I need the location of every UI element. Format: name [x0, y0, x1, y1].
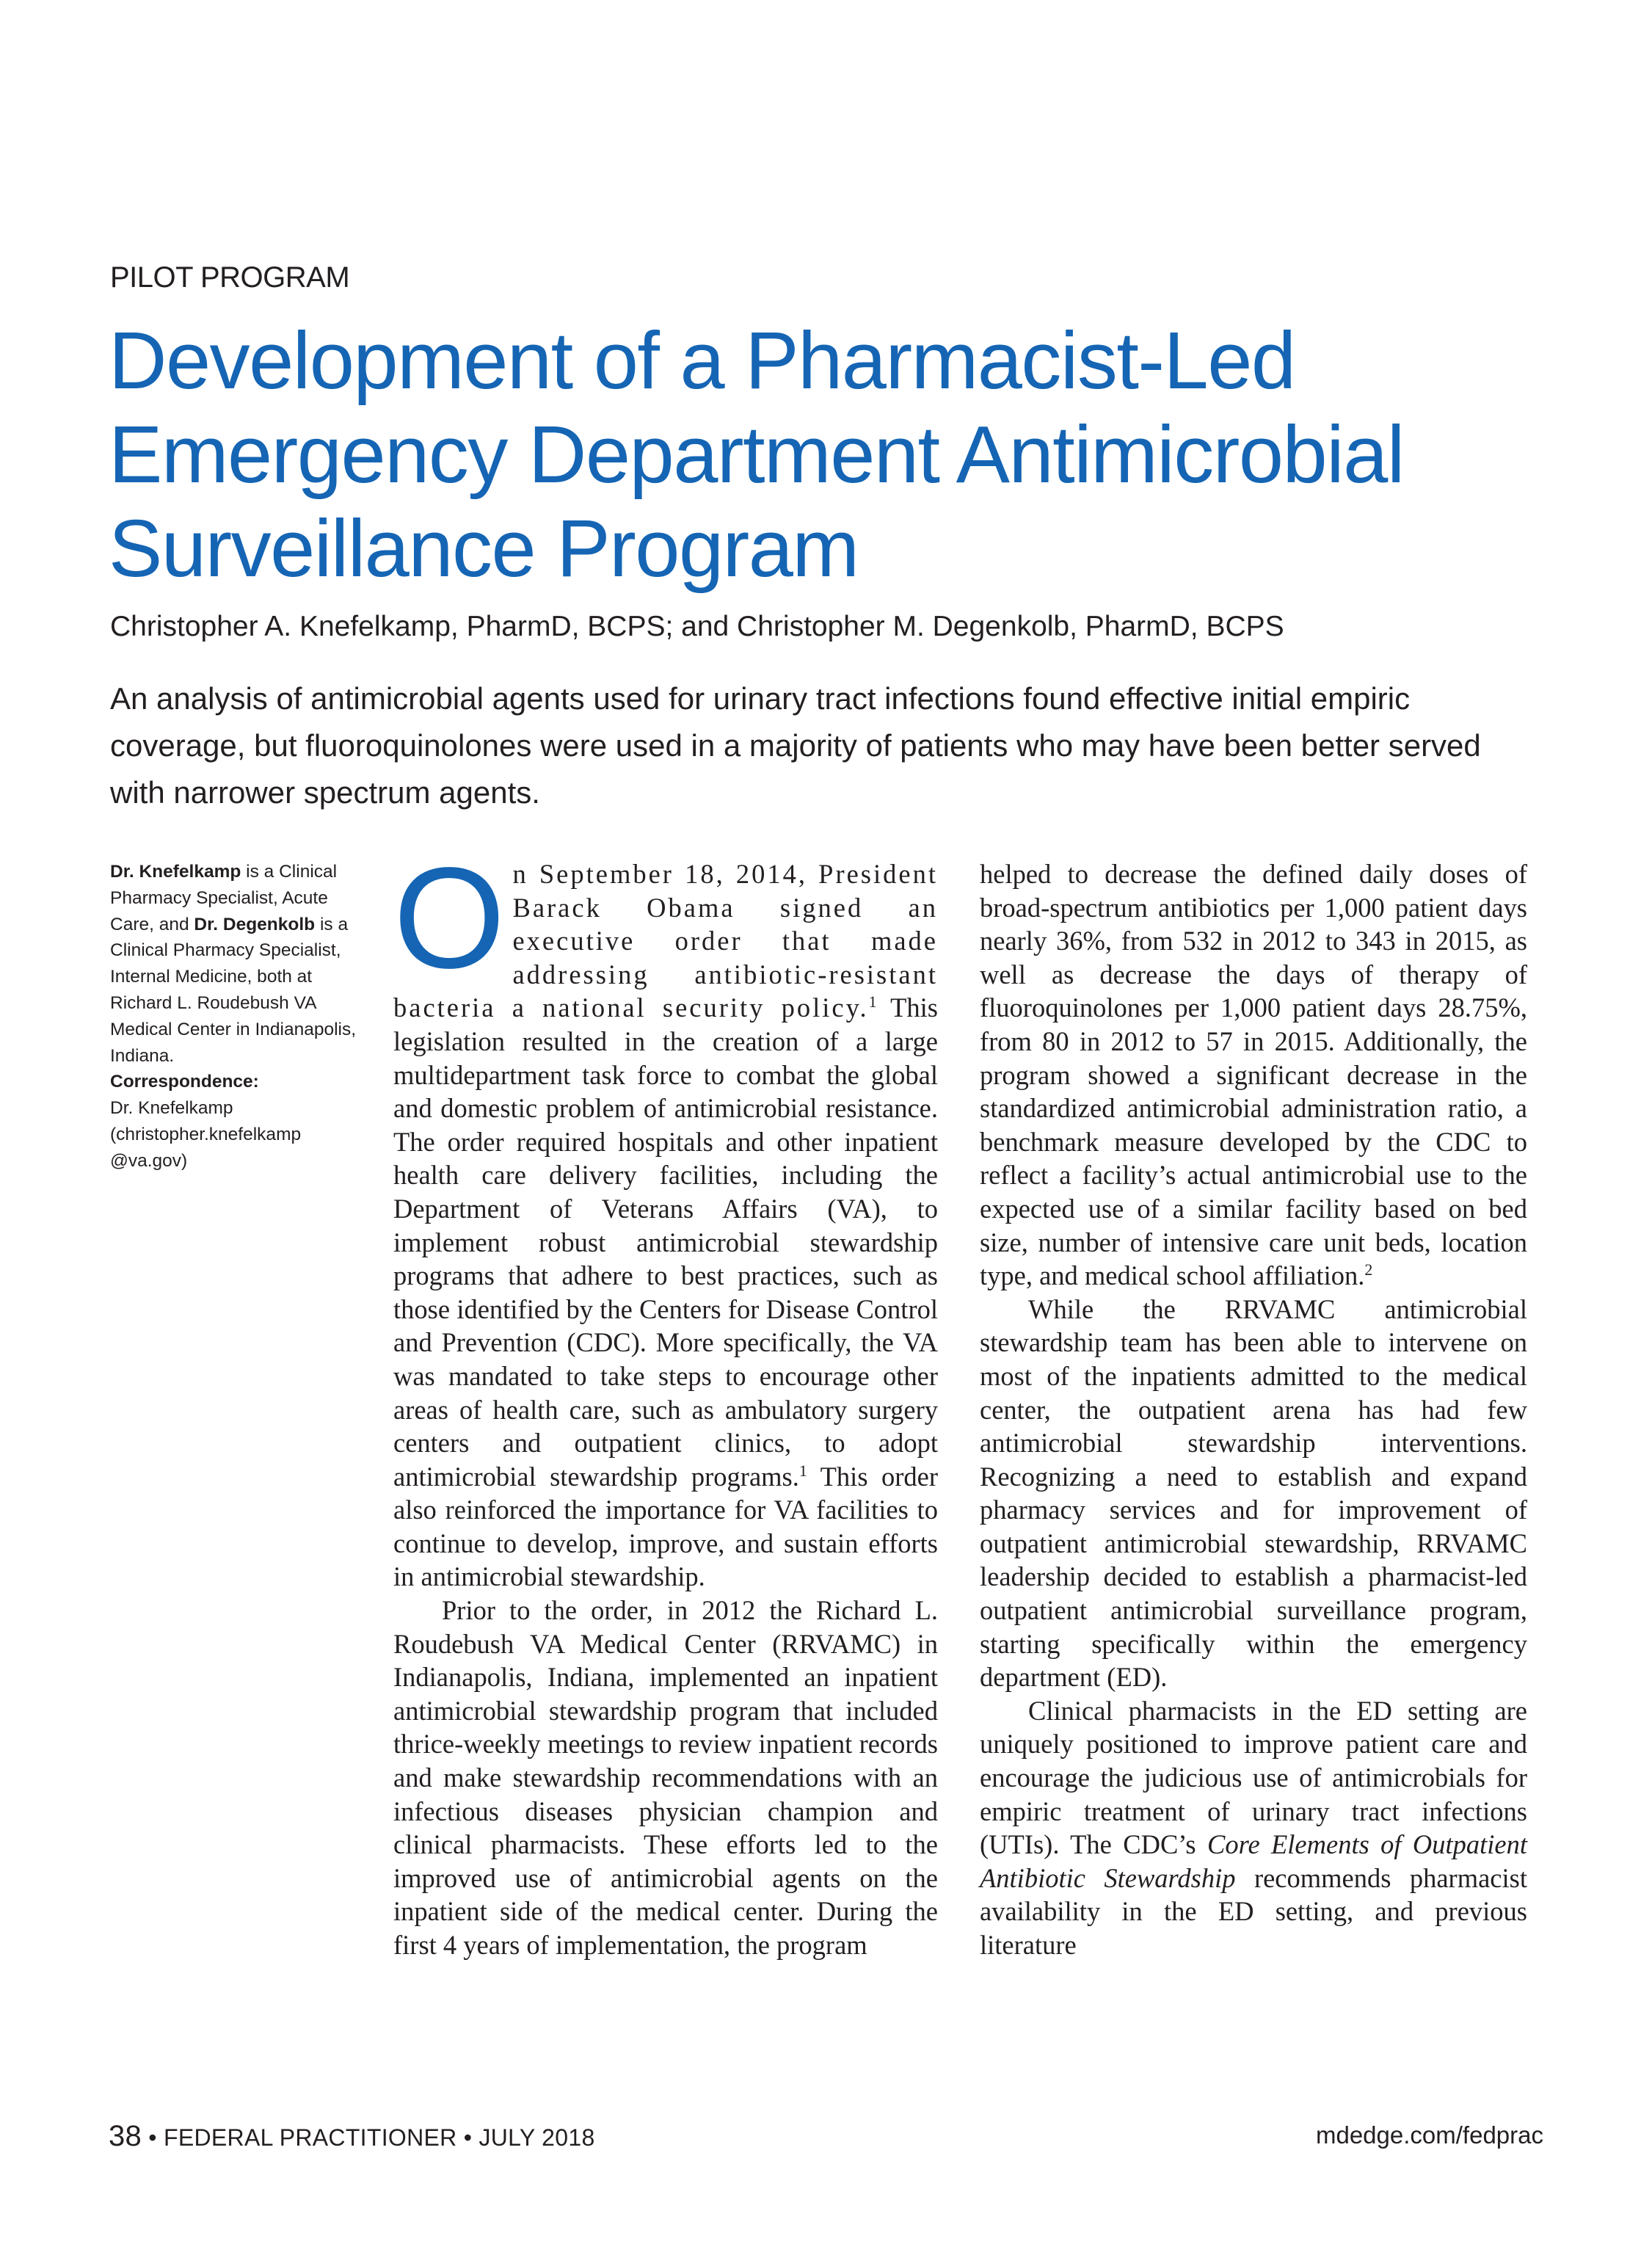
- body-paragraph: [393, 838, 938, 1594]
- paragraph-text: This order also reinforced the importance for VA facilities to continue to develop, improve, and sustain efforts in antimicrobial stewardship.: [393, 1461, 938, 1592]
- paragraph-text: n September 18, 2014, President Barack Obama signed an executive order that made addressing antibiotic-resistant bacteria a national security policy.: [393, 859, 938, 1023]
- affiliation-text: is a Clinical Pharmacy Specialist, Internal Medicine, both at Richard L. Roudebush VA Medical Center in Indianapolis, Indiana.: [110, 914, 357, 1066]
- author-affiliations: [110, 859, 374, 1069]
- title-line: Development of a Pharmacist-Led: [109, 316, 1295, 406]
- body-column-2: [980, 857, 1527, 1962]
- footer-bullet: •: [463, 2124, 473, 2151]
- title-line: Surveillance Program: [109, 504, 859, 594]
- author-name: Dr. Degenkolb: [194, 914, 316, 934]
- author-name: Dr. Knefelkamp: [110, 862, 241, 882]
- body-paragraph: Prior to the order, in 2012 the Richard L. Roudebush VA Medical Center (RRVAMC) in Indianapolis, Indiana, implemented an inpatient antimicrobial stewardship program that included thrice-weekly meetings to review inpatient records and make stewardship recommendations with an infectious diseases physician champion and clinical pharmacists. These efforts led to the improved use of antimicrobial agents on the inpatient side of the medical center. During the first 4 years of implementation, the program: [393, 1595, 938, 1960]
- body-paragraph: While the RRVAMC antimicrobial stewardship team has been able to intervene on most of the inpatients admitted to the medical center, the outpatient arena has had few antimicrobial stewardship interventions. Recognizing a need to establish and expand pharmacy services and for improvement of outpatient antimicrobial stewardship, RRVAMC leadership decided to establish a pharmacist-led outpatient antimicrobial surveillance program, starting specifically within the emergency department (ED).: [980, 1293, 1527, 1693]
- section-label: PILOT PROGRAM: [110, 261, 350, 294]
- correspondence-name: Dr. Knefelkamp: [110, 1098, 233, 1119]
- page-footer: [109, 2120, 595, 2153]
- author-byline: Christopher A. Knefelkamp, PharmD, BCPS; and Christopher M. Degenkolb, PharmD, BCPS: [110, 611, 1284, 642]
- body-column-1: [393, 838, 938, 1962]
- correspondence: [110, 1069, 374, 1174]
- title-line: Emergency Department Antimicrobial: [109, 410, 1404, 500]
- journal-url: mdedge.com/fedprac: [1315, 2121, 1543, 2149]
- paragraph-text: Clinical pharmacists in the ED setting are uniquely positioned to improve patient care and encourage the judicious use of antimicrobials for empiric treatment of urinary tract infections (UTIs). The CDC’s: [980, 1695, 1527, 1860]
- affiliation-text: is a Clinical Pharmacy Specialist, Acute Care, and: [110, 862, 338, 934]
- footer-bullet: •: [148, 2124, 157, 2151]
- author-info-sidebar: [110, 859, 374, 1174]
- reference-marker: 1: [868, 992, 877, 1012]
- page-number: 38: [109, 2120, 142, 2152]
- correspondence-label: Correspondence:: [110, 1072, 259, 1092]
- reference-marker: 2: [1364, 1260, 1373, 1279]
- correspondence-email: @va.gov): [110, 1150, 188, 1171]
- reference-marker: 1: [798, 1461, 807, 1480]
- article-title: [109, 314, 1576, 596]
- correspondence-email: (christopher.knefelkamp: [110, 1124, 302, 1144]
- paragraph-text: helped to decrease the defined daily doses of broad-spectrum antibiotics per 1,000 patient days nearly 36%, from 532 in 2012 to 343 in 2015, as well as decrease the days of therapy of fluoroquinolones per 1,000 patient days 28.75%, from 80 in 2012 to 57 in 2015. Additionally, the program showed a significant decrease in the standardized antimicrobial administration ratio, a benchmark measure developed by the CDC to reflect a facility’s actual antimicrobial use to the expected use of a similar facility based on bed size, number of intensive care unit beds, location type, and medical school affiliation.: [980, 859, 1527, 1291]
- body-paragraph: [980, 1694, 1527, 1962]
- paragraph-text: This legislation resulted in the creation of a large multidepartment task force to combat the global and domestic problem of antimicrobial resistance. The order required hospitals and other inpatient health care delivery facilities, including the Department of Veterans Affairs (VA), to implement robust antimicrobial stewardship programs that adhere to best practices, such as those identified by the Centers for Disease Control and Prevention (CDC). More specifically, the VA was mandated to take steps to encourage other areas of health care, such as ambulatory surgery centers and outpatient clinics, to adopt antimicrobial stewardship programs.: [393, 992, 938, 1492]
- paragraph-text: recommends pharmacist availability in the ED setting, and previous literature: [980, 1862, 1527, 1960]
- issue-date: JULY 2018: [479, 2124, 595, 2151]
- article-deck: An analysis of antimicrobial agents used for urinary tract infections found effective initial empiric coverage, but fluoroquinolones were used in a majority of patients who may have been better served with narrower spectrum agents.: [110, 681, 1481, 810]
- journal-name: FEDERAL PRACTITIONER: [164, 2124, 457, 2151]
- body-paragraph: [980, 857, 1527, 1293]
- drop-cap: O: [393, 838, 506, 998]
- cited-publication: Core Elements of Outpatient Antibiotic Stewardship: [980, 1829, 1528, 1893]
